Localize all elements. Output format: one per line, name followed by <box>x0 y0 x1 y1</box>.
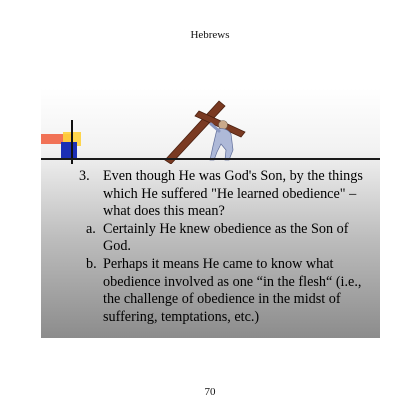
page-header: Hebrews <box>190 29 230 41</box>
cross-bearer-illustration <box>159 98 249 164</box>
subpoint-letter: b. <box>86 255 97 272</box>
main-point <box>61 168 373 221</box>
slide <box>41 88 380 338</box>
main-point-number: 3. <box>79 168 90 184</box>
cross-icon <box>165 101 245 164</box>
main-point-text: Even though He was God's Son, by the things which He suffered "He learned obedience" – what does this mean? <box>103 168 363 220</box>
page-number: 70 <box>204 386 216 398</box>
subpoint-text: Certainly He knew obedience as the Son of God. <box>103 220 349 255</box>
divider-line <box>41 158 380 160</box>
subpoint-a <box>61 221 373 256</box>
subpoint-letter: a. <box>86 220 96 237</box>
blue-block <box>61 142 77 158</box>
subpoint-b <box>61 256 373 326</box>
subpoint-text: Perhaps it means He came to know what obedience involved as one “in the flesh“ (i.e., the challenge of obedience in the midst of suffering, temptations, etc.) <box>103 255 362 325</box>
slide-body <box>61 168 373 326</box>
